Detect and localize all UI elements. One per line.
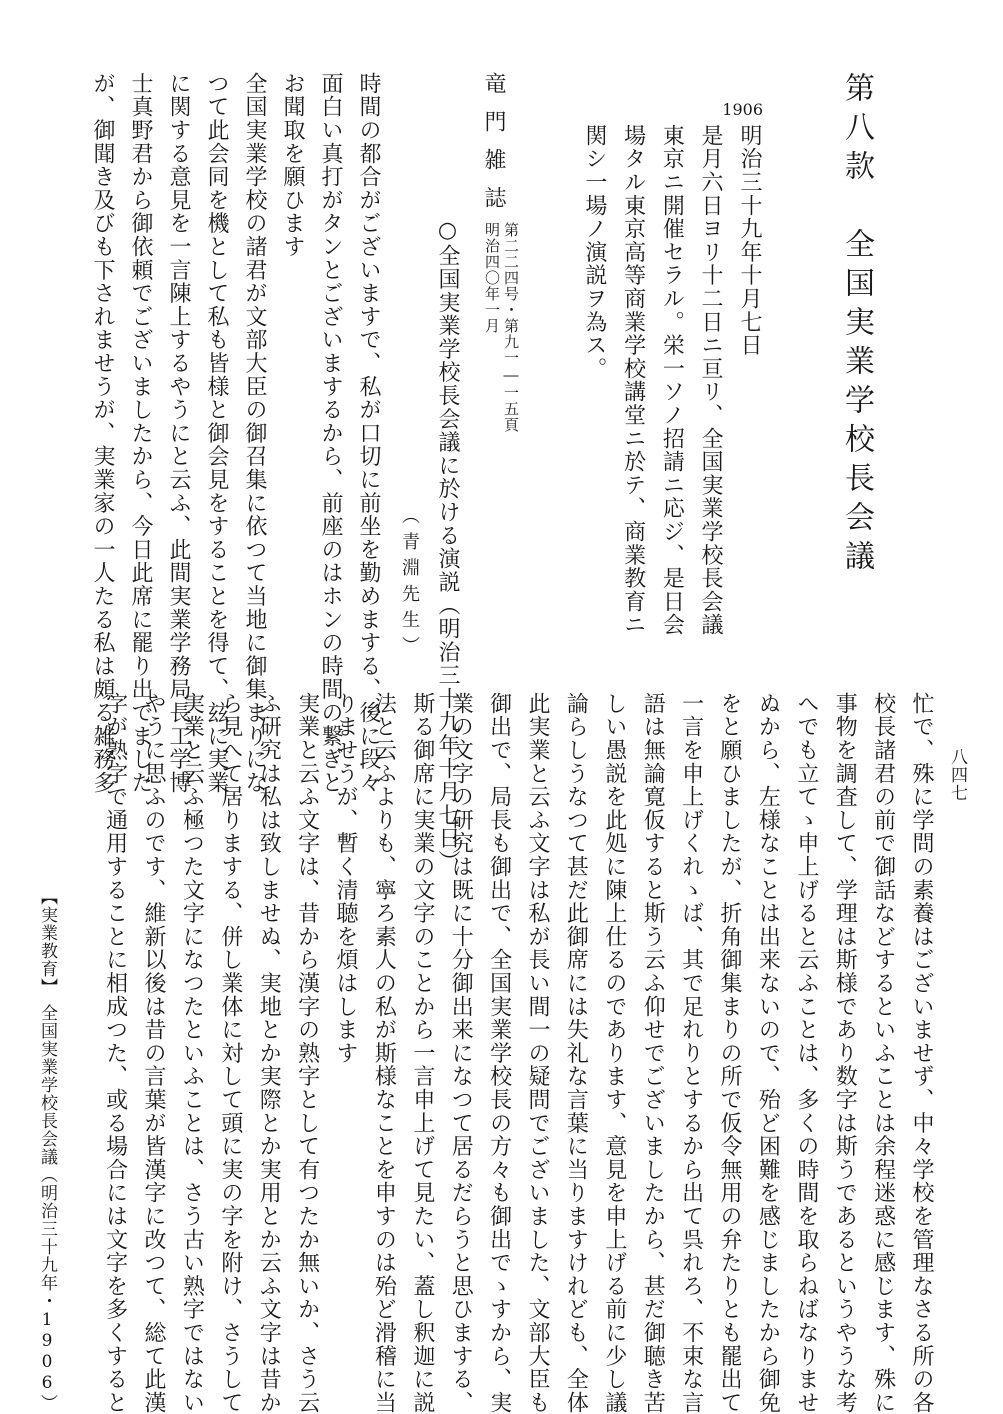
section-title: 第八款 全国実業学校長会議 [839, 72, 874, 579]
summary-line: 東京ニ開催セラル。栄一ソノ招請ニ応ジ、是日会 [659, 124, 685, 637]
text-line: をと願ひましたが、折角御集まりの所で仮令無用の弁たりとも罷出て [717, 692, 742, 1414]
footer-running-title: 全国実業学校長会議 [37, 1004, 57, 1166]
text-line: 校長諸君の前で御話などするといふことは余程迷惑に感じます、殊に [870, 692, 896, 1414]
footer-era: （明治三十九年・1906） [37, 1166, 57, 1412]
page-number: 八四七 [947, 748, 967, 802]
journal-title: 竜門雑誌 [481, 72, 506, 224]
text-line: お聞取を願ひます [280, 72, 305, 259]
text-line: に関する意見を一言陳上するやうにと云ふ、此間実業学務局長工学博 [166, 72, 191, 795]
text-line: 実業と云ふ極つた文字になつたといふことは、さう古い熟字ではない [179, 692, 205, 1414]
text-line: 実業と云ふ文字は、昔から漢字の熟字として有つたか無いか、さう云 [294, 692, 320, 1414]
text-line: 業の文字の研究は既に十分御出来になつて居るだらうと思ひまする、 [448, 692, 474, 1414]
text-line: 忙で、殊に学問の素養はございませず、中々学校を管理なさる所の各 [909, 692, 934, 1414]
text-line: つて此会同を機として私も皆様と御会見をすることを得て、玆に実業 [204, 72, 229, 795]
date-line: 明治三十九年十月七日 [737, 124, 762, 357]
text-line: 士真野君から御依頼でございましたから、今日此席に罷り出でました [128, 72, 153, 795]
text-line: 時間の都合がございますで、私が口切に前坐を勤めまする、後に段々 [356, 72, 381, 795]
text-line: 字が熟字で通用することに相成つた、或る場合には文字を多くすると [102, 692, 128, 1414]
text-line: 一言を申上げくれゝば、其で足れりとするから出て呉れろ、不束な言 [678, 692, 704, 1414]
text-line: 全国実業学校の諸君が文部大臣の御召集に依つて当地に御集まりにな [242, 72, 267, 795]
text-line: 事物を調査して、学理は斯様であり数字は斯うであるというやうな考 [832, 692, 858, 1414]
text-line: 此実業と云ふ文字は私が長い間一の疑問でございました、文部大臣も [525, 692, 550, 1414]
summary-line: 関シ一場ノ演説ヲ為ス。 [581, 124, 607, 381]
text-line: 御出で、局長も御出で、全国実業学校長の方々も御出でゝすから、実 [486, 692, 512, 1414]
text-line: ら見へて居りまする、併し業体に対して頭に実の字を附け、さうして [217, 692, 243, 1414]
issue-number: 第二二四号・第九一―一五頁 [502, 222, 520, 433]
text-line: りませうが、暫く清聴を煩はします [333, 692, 358, 1065]
text-line: へでも立てゝ申上げると云ふことは、多くの時間を取らねばなりませ [793, 692, 819, 1414]
text-line: が、御聞き及びも下されませうが、実業家の一人たる私は頗る雑務多 [90, 72, 115, 795]
text-line: ぬから、左様なことは出来ないので、殆ど困難を感じましたから御免 [755, 692, 781, 1414]
text-line: 語は無論寛仮すると斯う云ふ仰せでございましたから、甚だ御聴き苦 [640, 692, 666, 1414]
issue-date: 明治四〇年一月 [483, 222, 501, 334]
text-line: 法と云ふよりも、寧ろ素人の私が斯様なことを申すのは殆ど滑稽に当 [371, 692, 397, 1414]
text-line: 面白い真打がタンとございまするから、前座のはホンの時間の繋ぎと [318, 72, 343, 795]
text-line: 論らしうなつて甚だ此御席には失礼な言葉に当りますけれども、全体 [563, 692, 589, 1414]
summary-line: 是月六日ヨリ十二日ニ亘リ、全国実業学校長会議 [698, 124, 723, 637]
summary-line: 場タル東京高等商業学校講堂ニ於テ、商業教育ニ [620, 124, 646, 637]
text-line: やうに思ふのです、維新以後は昔の言葉が皆漢字に改つて、総て此漢 [141, 692, 166, 1414]
text-line: ふ研究は私は致しませぬ、実地とか実際とか実用とか云ふ文字は昔か [256, 692, 282, 1414]
speaker: （青淵先生） [399, 506, 420, 662]
text-line: しい愚説を此処に陳上仕るのであります、意見を申上げる前に少し議 [601, 692, 627, 1414]
article-title: ○全国実業学校長会議に於ける演説（明治三十九年十月七日） [435, 218, 460, 874]
text-line: 斯る御席に実業の文字のことから一言申上げて見たい、蓋し釈迦に説 [409, 692, 435, 1414]
year-western: 1906 [722, 100, 763, 119]
footer-category: 【実業教育】 [37, 888, 57, 996]
